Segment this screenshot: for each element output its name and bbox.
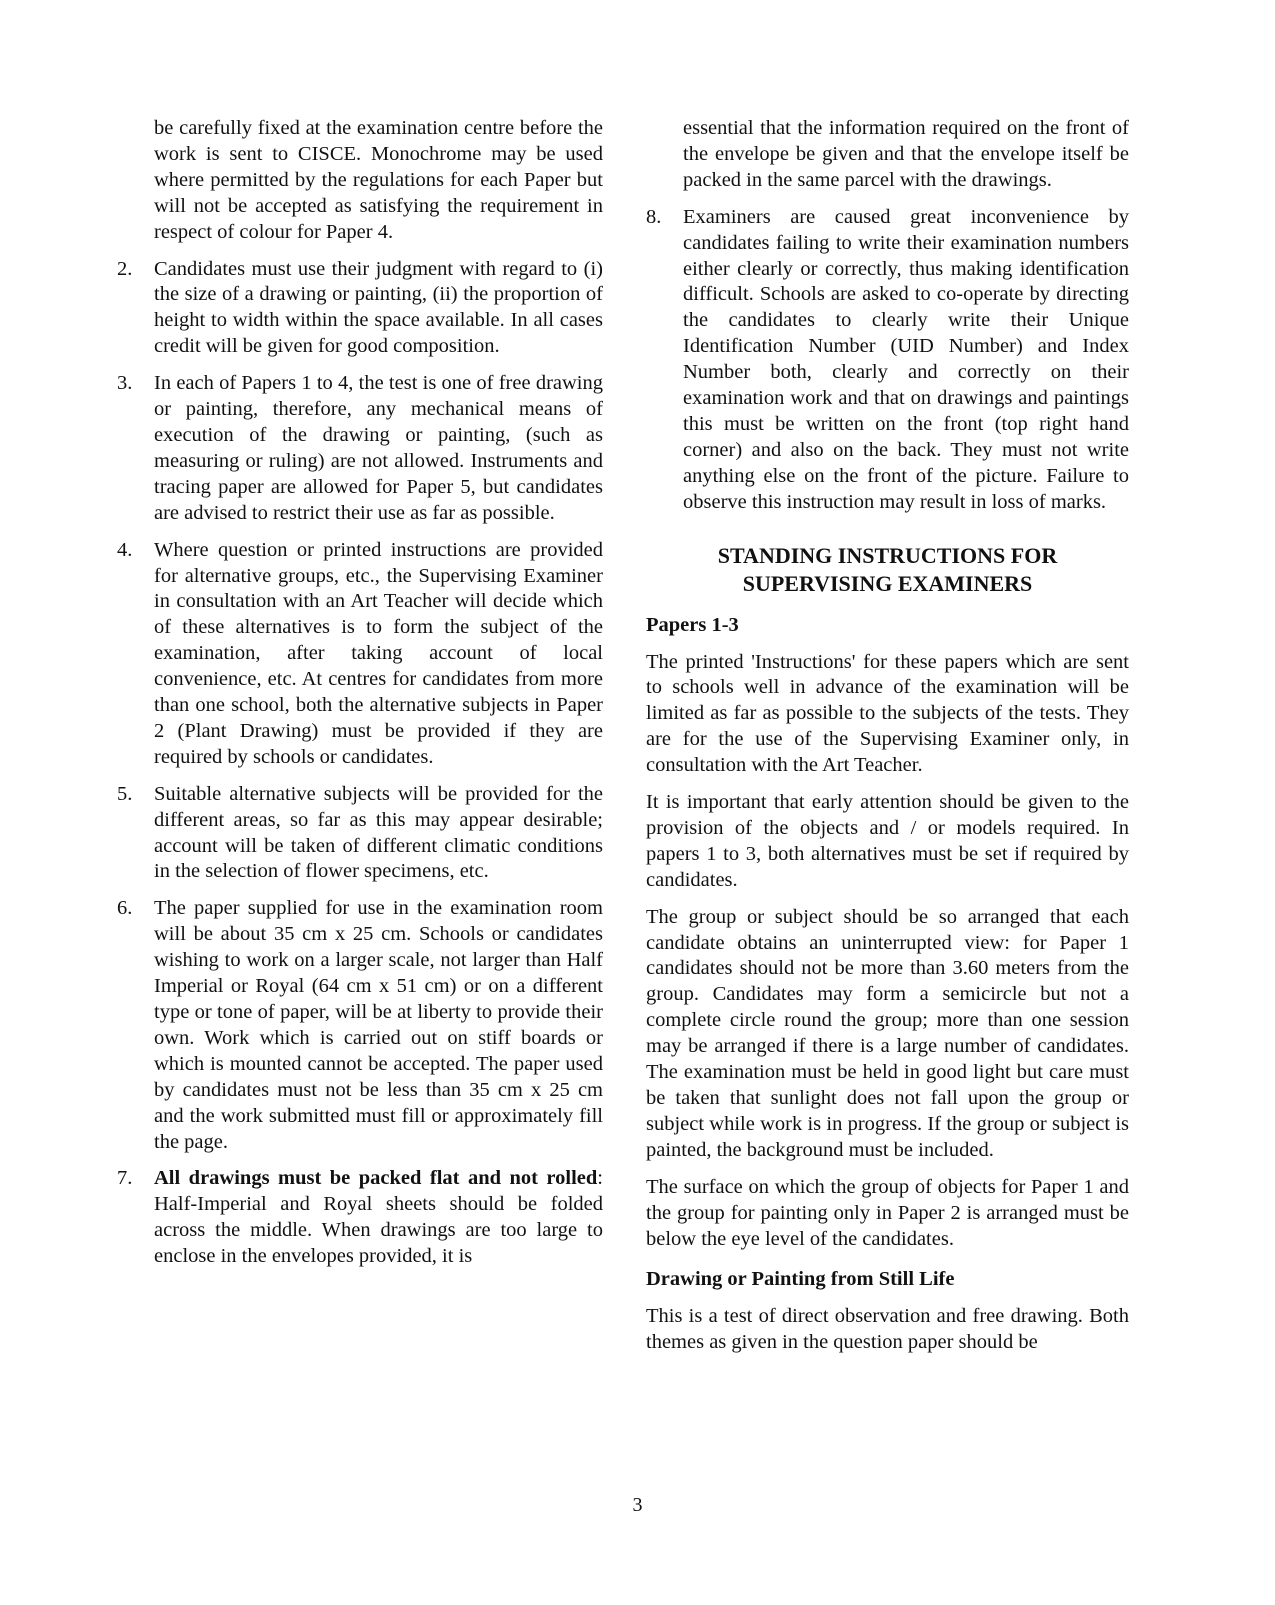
continuation-paragraph: be carefully fixed at the examination centre before the work is sent to CISCE. Monochrome may be used where permitted by the regulations for each Paper but will not be accepted as satisfying the requirement in respect of colour for Paper 4. — [154, 117, 603, 243]
left-column — [117, 116, 603, 1270]
bold-instruction: All drawings must be packed flat and not rolled — [154, 1167, 598, 1190]
right-column — [646, 116, 1129, 1356]
item-text: Suitable alternative subjects will be provided for the different areas, so far as this may appear desirable; account will be taken of different climatic conditions in the selection of flower specimens, etc. — [154, 782, 603, 883]
body-paragraph: The printed 'Instructions' for these papers which are sent to schools well in advance of the examination will be limited as far as possible to the subjects of the tests. They are for the use of the Supervising Examiner only, in consultation with the Art Teacher. — [646, 650, 1129, 777]
heading-line: SUPERVISING EXAMINERS — [742, 570, 1033, 596]
list-item — [117, 257, 603, 361]
page-number: 3 — [632, 1494, 643, 1516]
item-number: 6. — [117, 897, 133, 920]
subheading: Drawing or Painting from Still Life — [646, 1268, 955, 1291]
item-text: In each of Papers 1 to 4, the test is one of free drawing or painting, therefore, any mechanical means of execution of the drawing or painting, (such as measuring or ruling) are not allowed. Instruments and tracing paper are allowed for Paper 5, but candidates are advised to restrict their use as far as possible. — [154, 372, 603, 524]
item-text-rest: : Half-Imperial and Royal sheets should be folded across the middle. When drawings are too large to enclose in the envelopes provided, it is — [154, 1167, 603, 1268]
list-item — [117, 1166, 603, 1270]
item-number: 8. — [646, 205, 662, 228]
item-number: 3. — [117, 372, 133, 395]
list-item — [646, 205, 1129, 516]
item-number: 2. — [117, 257, 133, 280]
list-item — [117, 371, 603, 526]
continuation-paragraph: essential that the information required on the front of the envelope be given and that the envelope itself be packed in the same parcel with the drawings. — [683, 117, 1129, 191]
item-text: The paper supplied for use in the examination room will be about 35 cm x 25 cm. Schools or candidates wishing to work on a larger scale, not larger than Half Imperial or Royal (64 cm x 51 cm) or on a different type or tone of paper, will be at liberty to provide their own. Work which is carried out on stiff boards or which is mounted cannot be accepted. The paper used by candidates must not be less than 35 cm x 25 cm and the work submitted must fill or approximately fill the page. — [154, 897, 603, 1153]
list-item — [117, 896, 603, 1155]
item-text — [154, 1166, 603, 1270]
item-text: Examiners are caused great inconvenience by candidates failing to write their examination numbers either clearly or correctly, thus making identification difficult. Schools are asked to co-operate by directing the candidates to clearly write their Unique Identification Number (UID Number) and Index Number both, clearly and correctly on their examination work and that on drawings and paintings this must be written on the front (top right hand corner) and also on the back. They must not write anything else on the front of the picture. Failure to observe this instruction may result in loss of marks. — [683, 205, 1129, 513]
item-number: 7. — [117, 1167, 133, 1190]
body-paragraph: The surface on which the group of objects for Paper 1 and the group for painting only in Paper 2 is arranged must be below the eye level of the candidates. — [646, 1175, 1129, 1250]
item-number: 5. — [117, 782, 133, 805]
body-paragraph: It is important that early attention should be given to the provision of the objects and / or models required. In papers 1 to 3, both alternatives must be set if required by candidates. — [646, 791, 1129, 891]
list-item — [117, 538, 603, 771]
item-text: Candidates must use their judgment with regard to (i) the size of a drawing or painting, (ii) the proportion of height to width within the space available. In all cases credit will be given for good composition. — [154, 257, 603, 358]
heading-line: STANDING INSTRUCTIONS FOR — [717, 542, 1058, 568]
body-paragraph: This is a test of direct observation and free drawing. Both themes as given in the question paper should be — [646, 1305, 1129, 1354]
item-text: Where question or printed instructions are provided for alternative groups, etc., the Supervising Examiner in consultation with an Art Teacher will decide which of these alternatives is to form the subject of the examination, after taking account of local convenience, etc. At centres for candidates from more than one school, both the alternative subjects in Paper 2 (Plant Drawing) must be provided if they are required by schools or candidates. — [154, 538, 603, 768]
body-paragraph: The group or subject should be so arranged that each candidate obtains an uninterrupted view: for Paper 1 candidates should not be more than 3.60 meters from the group. Candidates may form a semicircle but not a complete circle round the group; more than one session may be arranged if there is a large number of candidates. The examination must be held in good light but care must be taken that sunlight does not fall upon the group or subject while work is in progress. If the group or subject is painted, the background must be included. — [646, 905, 1129, 1161]
subheading: Papers 1-3 — [646, 613, 739, 636]
item-number: 4. — [117, 538, 133, 561]
list-item — [117, 782, 603, 886]
section-heading — [646, 542, 1129, 598]
